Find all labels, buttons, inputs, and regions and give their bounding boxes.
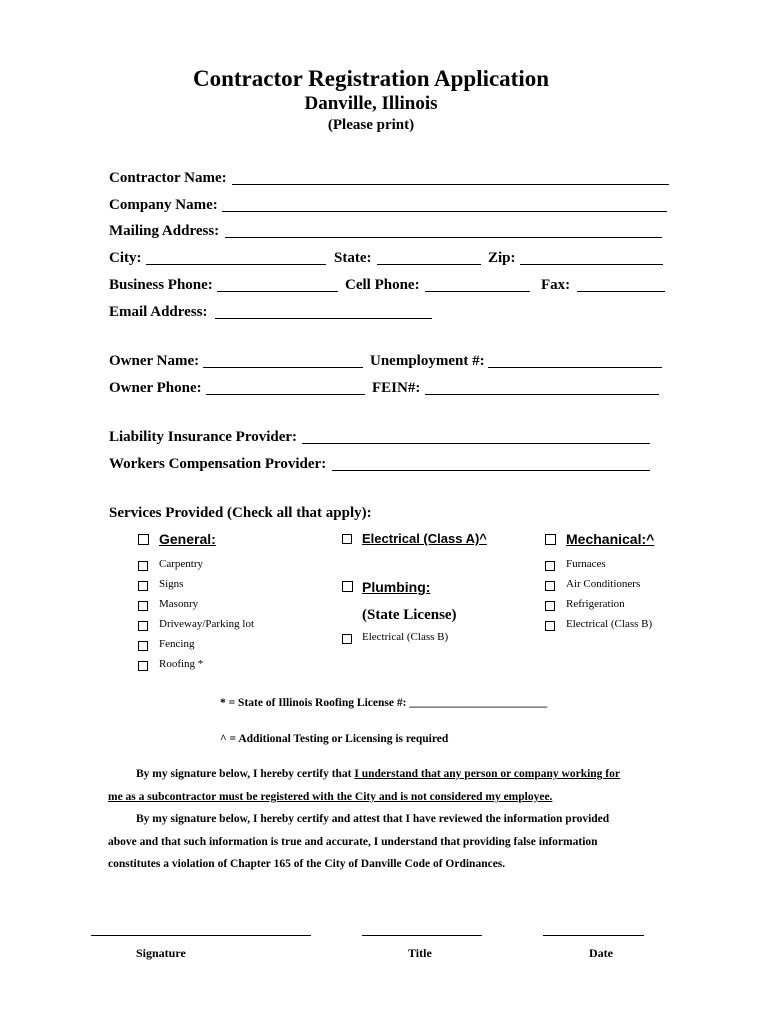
state-license-note: (State License) xyxy=(362,607,457,623)
signature-line[interactable] xyxy=(91,935,311,936)
title-line[interactable] xyxy=(362,935,482,936)
electrical-class-a-checkbox[interactable] xyxy=(342,534,352,544)
email-address-field[interactable] xyxy=(215,318,432,319)
owner-name-field[interactable] xyxy=(203,367,363,368)
company-name-label: Company Name: xyxy=(109,197,218,213)
certification-para-2-line-3: constitutes a violation of Chapter 165 of the City of Danville Code of Ordinances. xyxy=(108,858,506,870)
fencing-label: Fencing xyxy=(159,638,195,650)
print-instruction: (Please print) xyxy=(327,117,415,133)
workers-comp-field[interactable] xyxy=(332,470,650,471)
general-checkbox[interactable] xyxy=(138,534,149,545)
refrigeration-checkbox[interactable] xyxy=(545,601,555,611)
fein-label: FEIN#: xyxy=(372,380,421,396)
liability-insurance-field[interactable] xyxy=(302,443,650,444)
driveway-label: Driveway/Parking lot xyxy=(159,618,255,630)
state-label: State: xyxy=(334,250,372,266)
fencing-checkbox[interactable] xyxy=(138,641,148,651)
plumbing-electrical-class-b-label: Electrical (Class B) xyxy=(362,631,449,643)
certification-para-2-line-2: above and that such information is true and accurate, I understand that providing false information xyxy=(108,836,598,848)
date-label: Date xyxy=(589,946,613,960)
zip-label: Zip: xyxy=(488,250,516,266)
fax-label: Fax: xyxy=(541,277,571,293)
signs-label: Signs xyxy=(159,578,184,590)
cell-phone-field[interactable] xyxy=(425,291,530,292)
mechanical-checkbox[interactable] xyxy=(545,534,556,545)
date-line[interactable] xyxy=(543,935,644,936)
contractor-name-field[interactable] xyxy=(232,184,669,185)
signs-checkbox[interactable] xyxy=(138,581,148,591)
unemployment-label: Unemployment #: xyxy=(370,353,485,369)
business-phone-label: Business Phone: xyxy=(109,277,213,293)
business-phone-field[interactable] xyxy=(217,291,338,292)
mechanical-electrical-class-b-label: Electrical (Class B) xyxy=(566,618,653,630)
certification-para-2-line-1: By my signature below, I hereby certify and attest that I have reviewed the information provided xyxy=(136,813,610,825)
state-field[interactable] xyxy=(377,264,481,265)
certification-underlined-a: I understand that any person or company working for xyxy=(354,768,620,780)
mailing-address-label: Mailing Address: xyxy=(109,223,220,239)
mechanical-label: Mechanical:^ xyxy=(566,531,655,547)
furnaces-label: Furnaces xyxy=(566,558,606,570)
city-label: City: xyxy=(109,250,142,266)
title-label: Title xyxy=(408,946,432,960)
contractor-name-label: Contractor Name: xyxy=(109,170,227,186)
company-name-field[interactable] xyxy=(222,211,667,212)
plumbing-checkbox[interactable] xyxy=(342,581,353,592)
fein-field[interactable] xyxy=(425,394,659,395)
city-field[interactable] xyxy=(146,264,326,265)
page-title: Contractor Registration Application xyxy=(192,66,550,91)
additional-testing-note: ^ = Additional Testing or Licensing is required xyxy=(220,733,449,745)
furnaces-checkbox[interactable] xyxy=(545,561,555,571)
masonry-checkbox[interactable] xyxy=(138,601,148,611)
masonry-label: Masonry xyxy=(159,598,199,610)
zip-field[interactable] xyxy=(520,264,663,265)
workers-comp-label: Workers Compensation Provider: xyxy=(109,456,327,472)
email-address-label: Email Address: xyxy=(109,304,208,320)
certification-intro: By my signature below, I hereby certify that xyxy=(136,768,355,780)
certification-para-1 xyxy=(136,768,620,780)
services-heading: Services Provided (Check all that apply): xyxy=(109,505,372,521)
roofing-license-note: * = State of Illinois Roofing License #: ________________________ xyxy=(220,697,548,709)
certification-underlined-b: me as a subcontractor must be registered with the City and is not considered my employee. xyxy=(108,791,553,803)
page-subtitle: Danville, Illinois xyxy=(304,93,438,114)
fax-field[interactable] xyxy=(577,291,665,292)
owner-phone-label: Owner Phone: xyxy=(109,380,202,396)
plumbing-electrical-class-b-checkbox[interactable] xyxy=(342,634,352,644)
carpentry-label: Carpentry xyxy=(159,558,203,570)
cell-phone-label: Cell Phone: xyxy=(345,277,420,293)
electrical-class-a-label: Electrical (Class A)^ xyxy=(362,531,487,546)
roofing-checkbox[interactable] xyxy=(138,661,148,671)
mechanical-electrical-class-b-checkbox[interactable] xyxy=(545,621,555,631)
liability-insurance-label: Liability Insurance Provider: xyxy=(109,429,298,445)
owner-phone-field[interactable] xyxy=(206,394,365,395)
driveway-checkbox[interactable] xyxy=(138,621,148,631)
unemployment-field[interactable] xyxy=(488,367,662,368)
general-label: General: xyxy=(159,531,216,547)
plumbing-label: Plumbing: xyxy=(362,579,431,595)
roofing-label: Roofing * xyxy=(159,658,204,670)
signature-label: Signature xyxy=(136,946,186,960)
owner-name-label: Owner Name: xyxy=(109,353,200,369)
air-conditioners-checkbox[interactable] xyxy=(545,581,555,591)
air-conditioners-label: Air Conditioners xyxy=(566,578,641,590)
carpentry-checkbox[interactable] xyxy=(138,561,148,571)
mailing-address-field[interactable] xyxy=(225,237,662,238)
refrigeration-label: Refrigeration xyxy=(566,598,625,610)
